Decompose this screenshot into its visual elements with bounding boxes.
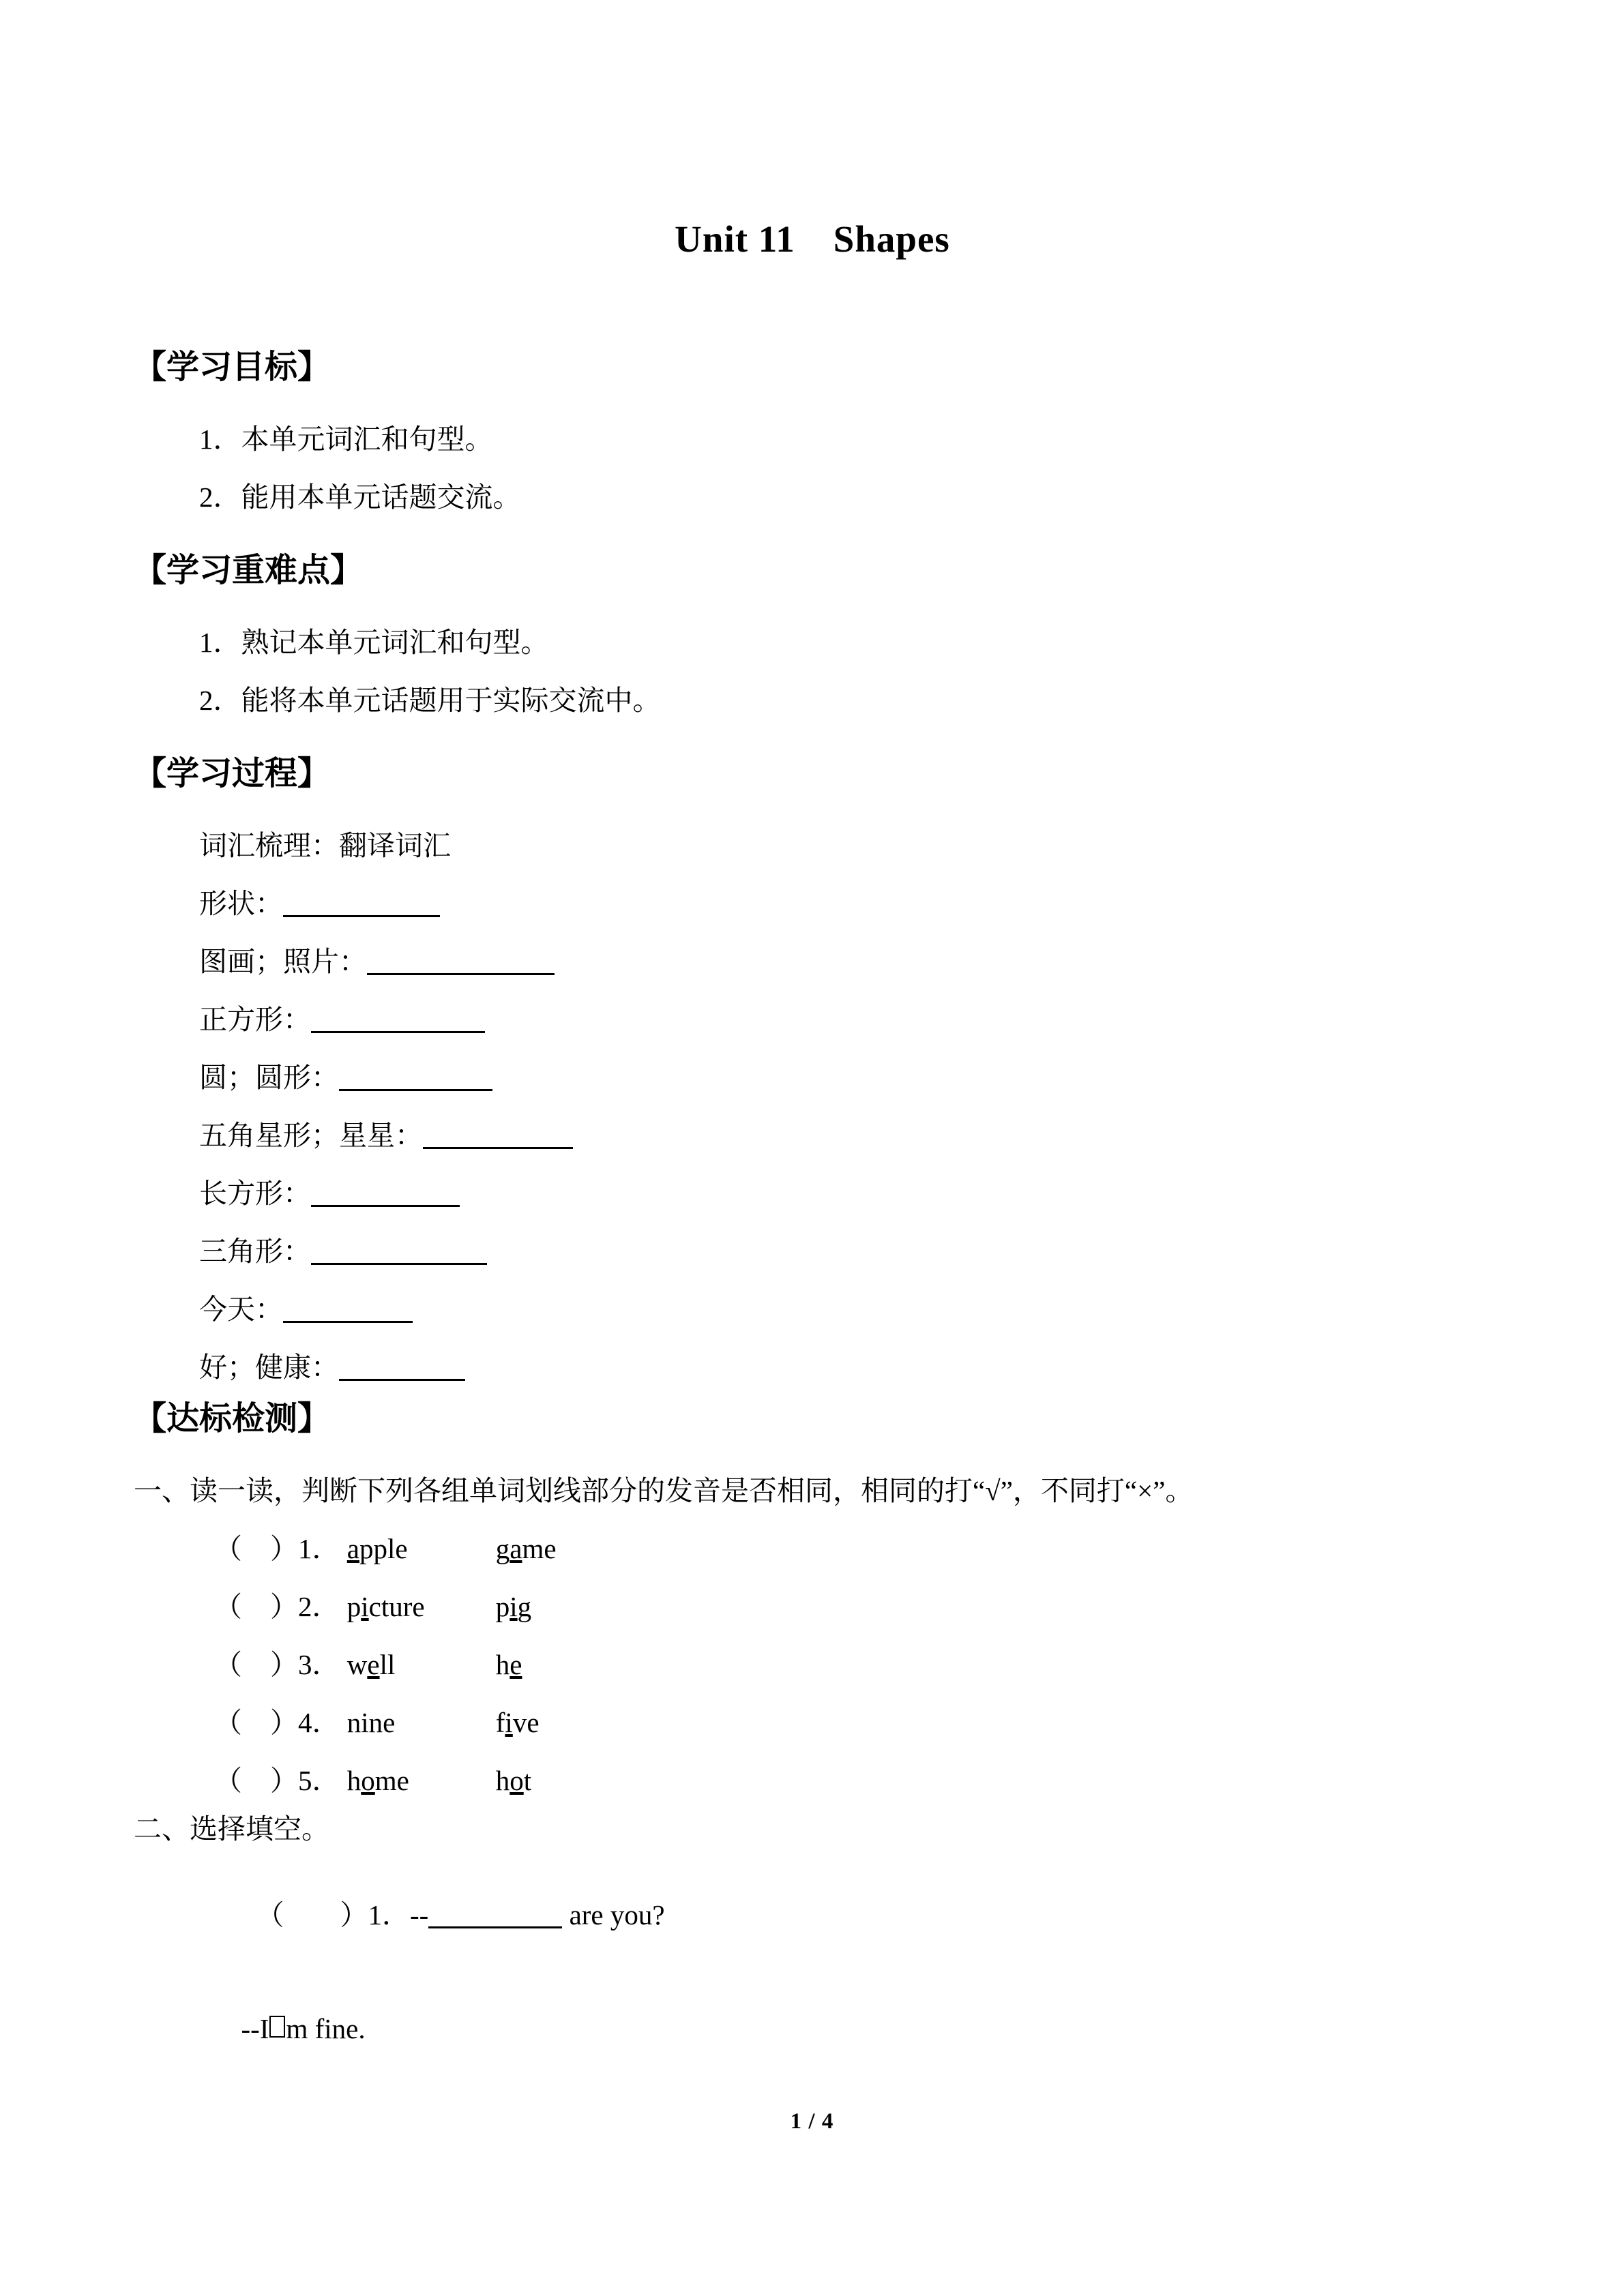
spacer-inline	[340, 1765, 347, 1796]
spacer	[134, 262, 1491, 320]
vocabulary-blank[interactable]	[339, 1089, 492, 1091]
vocabulary-term: 形状：	[199, 888, 283, 919]
answer-blank[interactable]	[428, 1926, 562, 1928]
underlined-letter: a	[346, 1533, 359, 1564]
spacer	[134, 511, 1491, 541]
objective-item-1: 1．本单元词汇和句型。	[199, 423, 493, 455]
objective-item-2: 2．能用本单元话题交流。	[199, 481, 521, 513]
answer-suffix: m fine.	[286, 2013, 366, 2044]
word-segment: me	[374, 1765, 409, 1796]
spacer	[134, 1034, 1491, 1064]
answer-bracket[interactable]: （ ）	[256, 1899, 368, 1930]
underlined-letter: i	[510, 1591, 518, 1622]
section-heading-test: 【达标检测】	[134, 1399, 331, 1437]
missing-glyph-box	[269, 2016, 285, 2038]
word-segment: g	[495, 1533, 510, 1564]
word-segment: ll	[379, 1649, 396, 1680]
spacer	[134, 1092, 1491, 1122]
answer-bracket[interactable]: （ ）	[214, 1707, 298, 1738]
vocabulary-row	[134, 1238, 1491, 1266]
exercise2-answer-line	[134, 1987, 1491, 2071]
section-heading-key-points: 【学习重难点】	[134, 551, 364, 589]
vocabulary-term: 图画；照片：	[199, 946, 367, 977]
word-second	[496, 1765, 531, 1796]
spacer	[134, 1563, 1491, 1593]
question-number: 3．	[298, 1649, 340, 1680]
spacer	[134, 745, 1491, 757]
word-segment: g	[517, 1591, 532, 1622]
key-point-item-2: 2．能将本单元话题用于实际交流中。	[199, 685, 661, 716]
word-first	[347, 1767, 496, 1795]
vocabulary-blank[interactable]	[283, 915, 440, 917]
vocabulary-row	[134, 1180, 1491, 1208]
answer-bracket[interactable]: （ ）	[214, 1649, 298, 1680]
spacer	[134, 1505, 1491, 1535]
vocabulary-term: 五角星形；星星：	[199, 1120, 423, 1151]
vocabulary-blank[interactable]	[311, 1263, 487, 1265]
answer-bracket[interactable]: （ ）	[214, 1591, 298, 1622]
word-segment: h	[495, 1649, 510, 1680]
vocabulary-term: 三角形：	[199, 1236, 311, 1267]
word-segment: pple	[359, 1533, 408, 1564]
page-footer: 1 / 4	[790, 2109, 834, 2134]
vocabulary-row	[134, 1122, 1491, 1150]
exercise1-row	[134, 1593, 1491, 1621]
spacer	[134, 1382, 1491, 1402]
word-segment: f	[495, 1707, 505, 1738]
question-text: are you?	[562, 1899, 665, 1930]
vocabulary-list	[134, 890, 1491, 1382]
spacer	[134, 860, 1491, 890]
vocabulary-term: 圆；圆形：	[199, 1062, 339, 1093]
spacer-inline	[340, 1649, 347, 1680]
vocabulary-row	[134, 1064, 1491, 1092]
word-first	[347, 1709, 496, 1737]
spacer	[134, 1150, 1491, 1180]
spacer	[134, 1208, 1491, 1238]
vocabulary-blank[interactable]	[339, 1379, 465, 1381]
answer-bracket[interactable]: （ ）	[214, 1533, 298, 1564]
word-segment: h	[346, 1765, 361, 1796]
spacer	[134, 586, 1491, 629]
spacer	[134, 1737, 1491, 1767]
vocabulary-blank[interactable]	[311, 1205, 460, 1207]
vocabulary-row	[134, 948, 1491, 976]
answer-prefix: --I	[241, 2013, 269, 2044]
question-number: 4．	[298, 1707, 340, 1738]
page-content	[134, 0, 1491, 2071]
word-first	[347, 1535, 496, 1563]
exercise2-instruction: 二、选择填空。	[134, 1813, 329, 1845]
exercise2-question-1	[134, 1873, 1491, 1957]
word-first	[347, 1651, 496, 1679]
exercise1-row	[134, 1651, 1491, 1679]
word-segment: h	[495, 1765, 510, 1796]
spacer	[134, 383, 1491, 426]
spacer	[134, 320, 1491, 351]
vocabulary-subtitle: 词汇梳理：翻译词汇	[199, 830, 451, 861]
key-point-item-1: 1．熟记本单元词汇和句型。	[199, 627, 549, 658]
vocabulary-term: 今天：	[199, 1294, 283, 1325]
vocabulary-blank[interactable]	[367, 973, 555, 975]
spacer	[134, 1843, 1491, 1873]
vocabulary-row	[134, 890, 1491, 918]
vocabulary-term: 正方形：	[199, 1004, 311, 1035]
spacer-inline	[340, 1591, 347, 1622]
question-dash: --	[410, 1899, 429, 1930]
question-number: 1．	[368, 1899, 410, 1930]
spacer	[134, 1795, 1491, 1815]
spacer	[134, 1679, 1491, 1709]
spacer	[134, 976, 1491, 1006]
section-heading-process: 【学习过程】	[134, 754, 331, 792]
question-number: 5．	[298, 1765, 340, 1796]
word-second	[496, 1649, 522, 1680]
spacer	[134, 453, 1491, 483]
word-second	[496, 1707, 540, 1738]
answer-bracket[interactable]: （ ）	[214, 1765, 298, 1796]
underlined-letter: o	[510, 1765, 524, 1796]
vocabulary-row	[134, 1296, 1491, 1324]
underlined-letter: e	[367, 1649, 380, 1680]
spacer	[134, 1957, 1491, 1987]
word-segment: me	[522, 1533, 557, 1564]
spacer-inline	[340, 1533, 347, 1564]
word-segment: ve	[512, 1707, 540, 1738]
word-segment: cture	[368, 1591, 425, 1622]
vocabulary-blank[interactable]	[283, 1321, 413, 1323]
exercise1-items	[134, 1535, 1491, 1795]
spacer-inline	[340, 1707, 347, 1738]
word-segment: t	[523, 1765, 532, 1796]
word-segment: nine	[346, 1707, 396, 1738]
section-heading-objectives: 【学习目标】	[134, 348, 331, 386]
spacer	[134, 1621, 1491, 1651]
question-number: 2．	[298, 1591, 340, 1622]
word-second	[496, 1533, 557, 1564]
word-second	[496, 1591, 531, 1622]
page-title: Unit 11 Shapes	[675, 218, 950, 260]
spacer	[134, 918, 1491, 948]
spacer	[134, 1324, 1491, 1354]
vocabulary-term: 好；健康：	[199, 1352, 339, 1383]
vocabulary-row	[134, 1354, 1491, 1382]
vocabulary-blank[interactable]	[423, 1147, 573, 1149]
underlined-letter: o	[361, 1765, 375, 1796]
spacer	[134, 1266, 1491, 1296]
word-first	[347, 1593, 496, 1621]
vocabulary-term: 长方形：	[199, 1178, 311, 1209]
spacer	[134, 715, 1491, 745]
vocabulary-blank[interactable]	[311, 1031, 485, 1033]
word-segment: p	[495, 1591, 510, 1622]
underlined-letter: a	[510, 1533, 522, 1564]
spacer	[134, 657, 1491, 687]
underlined-letter: e	[510, 1649, 522, 1680]
exercise1-row	[134, 1535, 1491, 1563]
spacer	[134, 790, 1491, 832]
question-number: 1．	[298, 1533, 340, 1564]
underlined-letter: i	[361, 1591, 369, 1622]
word-segment: p	[346, 1591, 361, 1622]
spacer	[134, 1435, 1491, 1477]
exercise1-row	[134, 1767, 1491, 1795]
word-segment: w	[346, 1649, 368, 1680]
exercise1-instruction: 一、读一读，判断下列各组单词划线部分的发音是否相同，相同的打“√”，不同打“×”。	[134, 1475, 1194, 1506]
underlined-letter: i	[505, 1707, 513, 1738]
vocabulary-row	[134, 1006, 1491, 1034]
exercise1-row	[134, 1709, 1491, 1737]
